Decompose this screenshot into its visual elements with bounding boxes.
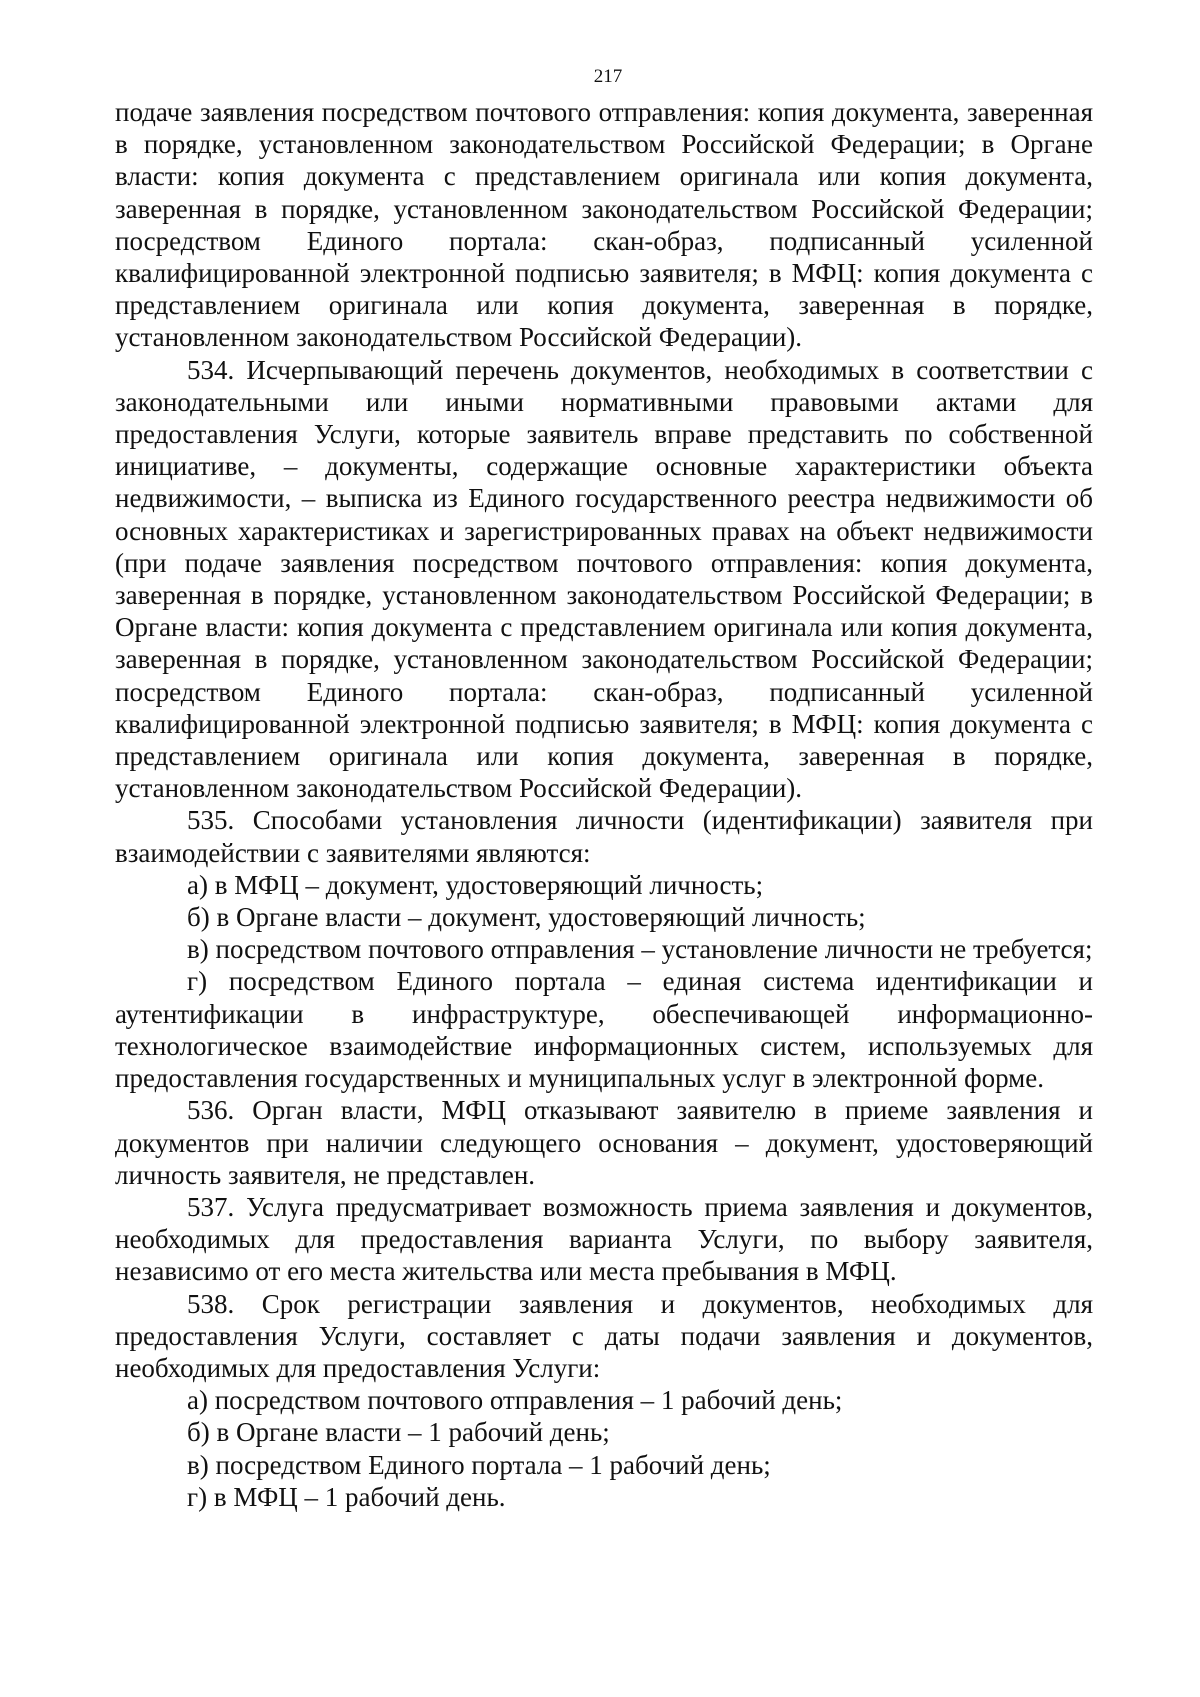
- list-item-538-g: г) в МФЦ – 1 рабочий день.: [187, 1481, 506, 1512]
- page-number: 217: [593, 66, 623, 87]
- list-item-538-b: б) в Органе власти – 1 рабочий день;: [187, 1417, 610, 1448]
- paragraph-538: 538. Срок регистрации заявления и документов, необходимых для предоставления Услуги, составляет с даты подачи заявления и документов, необходимых для предоставления Услуги:: [115, 1288, 1093, 1383]
- list-item-535-v: в) посредством почтового отправления – установление личности не требуется;: [187, 934, 1093, 965]
- list-item-535-a: а) в МФЦ – документ, удостоверяющий личность;: [187, 869, 764, 900]
- paragraph-534: 534. Исчерпывающий перечень документов, необходимых в соответствии с законодательными или иными нормативными правовыми актами для предоставления Услуги, которые заявитель вправе представить по собственной инициативе, – документы, содержащие основные характеристики объекта недвижимости, – выписка из Единого государственного реестра недвижимости об основных характеристиках и зарегистрированных правах на объект недвижимости (при подаче заявления посредством почтового отправления: копия документа, заверенная в порядке, установленном законодательством Российской Федерации; в Органе власти: копия документа с представлением оригинала или копия документа, заверенная в порядке, установленном законодательством Российской Федерации; посредством Единого портала: скан-образ, подписанный усиленной квалифицированной электронной подписью заявителя; в МФЦ: копия документа с представлением оригинала или копия документа, заверенная в порядке, установленном законодательством Российской Федерации).: [115, 354, 1093, 804]
- document-page: [115, 64, 1093, 1513]
- paragraph-continuation: подаче заявления посредством почтового отправления: копия документа, заверенная в порядке, установленном законодательством Российской Федерации; в Органе власти: копия документа с представлением оригинала или копия документа, заверенная в порядке, установленном законодательством Российской Федерации; посредством Единого портала: скан-образ, подписанный усиленной квалифицированной электронной подписью заявителя; в МФЦ: копия документа с представлением оригинала или копия документа, заверенная в порядке, установленном законодательством Российской Федерации).: [115, 97, 1093, 353]
- paragraph-535: 535. Способами установления личности (идентификации) заявителя при взаимодействии с заявителями являются:: [115, 805, 1093, 868]
- document-body: [115, 96, 1093, 1513]
- list-item-538-a: а) посредством почтового отправления – 1 рабочий день;: [187, 1385, 843, 1416]
- list-item-538-v: в) посредством Единого портала – 1 рабочий день;: [187, 1449, 771, 1480]
- list-item-535-g: г) посредством Единого портала – единая система идентификации и аутентификации в инфраструктуре, обеспечивающей информационно-технологическое взаимодействие информационных систем, используемых для предоставления государственных и муниципальных услуг в электронной форме.: [115, 966, 1093, 1094]
- paragraph-537: 537. Услуга предусматривает возможность приема заявления и документов, необходимых для предоставления варианта Услуги, по выбору заявителя, независимо от его места жительства или места пребывания в МФЦ.: [115, 1191, 1093, 1287]
- list-item-535-b: б) в Органе власти – документ, удостоверяющий личность;: [187, 902, 866, 933]
- paragraph-536: 536. Орган власти, МФЦ отказывают заявителю в приеме заявления и документов при наличии следующего основания – документ, удостоверяющий личность заявителя, не представлен.: [115, 1095, 1093, 1190]
